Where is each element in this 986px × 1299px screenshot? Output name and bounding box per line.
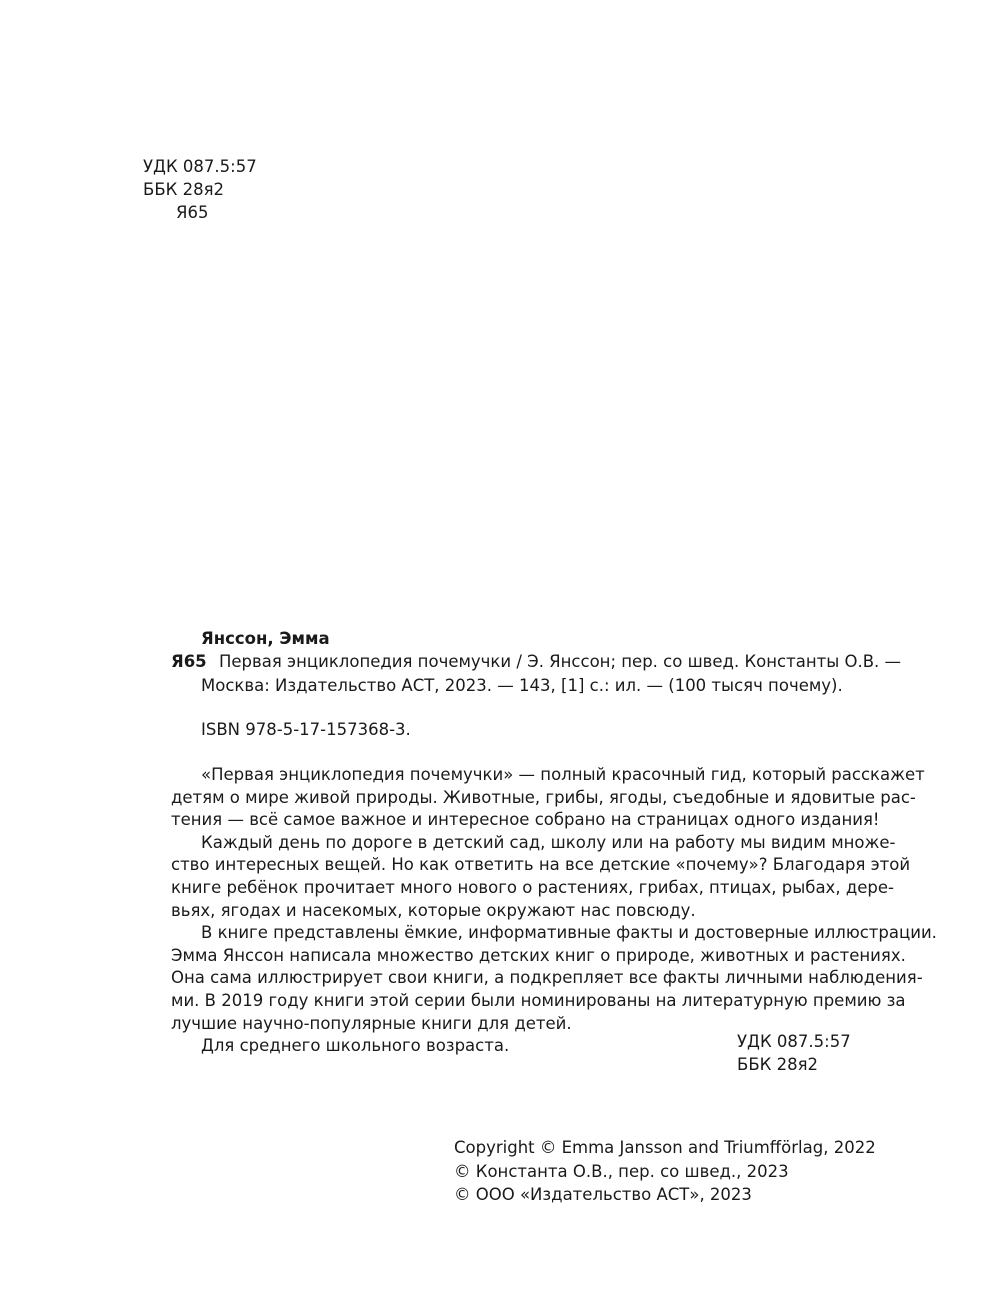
annotation-line: лучшие научно-популярные книги для детей. xyxy=(171,1013,572,1033)
isbn: ISBN 978-5-17-157368-3. xyxy=(201,720,411,739)
record-author-sign: Я65 xyxy=(171,652,207,671)
annotation xyxy=(171,764,937,1058)
annotation-line: В книге представлены ёмкие, информативные факты и достоверные иллюстрации. xyxy=(201,923,937,943)
annotation-line: вьях, ягодах и насекомых, которые окружают нас повсюду. xyxy=(171,900,696,920)
author-sign: Я65 xyxy=(176,203,209,222)
annotation-line: Для среднего школьного возраста. xyxy=(201,1036,510,1056)
bbk-code: ББК 28я2 xyxy=(737,1055,819,1074)
annotation-line: Каждый день по дороге в детский сад, школу или на работу мы видим множе- xyxy=(201,832,896,852)
udk-code: УДК 087.5:57 xyxy=(143,157,257,176)
copyright-line: Copyright © Emma Jansson and Triumfförlag, 2022 xyxy=(454,1138,876,1157)
annotation-line: ми. В 2019 году книги этой серии были номинированы на литературную премию за xyxy=(171,990,906,1010)
bottom-classification xyxy=(737,1030,851,1076)
annotation-line: книге ребёнок прочитает много нового о растениях, грибах, птицах, рыбах, дере- xyxy=(171,877,894,897)
annotation-line: детям о мире живой природы. Животные, грибы, ягоды, съедобные и ядовитые рас- xyxy=(171,787,916,807)
udk-code: УДК 087.5:57 xyxy=(737,1032,851,1051)
bbk-code: ББК 28я2 xyxy=(143,180,225,199)
record-title-line: Первая энциклопедия почемучки / Э. Янссон; пер. со швед. Константы О.В. — xyxy=(219,652,902,671)
annotation-line: Эмма Янссон написала множество детских книг о природе, животных и растениях. xyxy=(171,945,906,965)
top-classification xyxy=(143,155,257,224)
annotation-line: Она сама иллюстрирует свои книги, а подкрепляет все факты личными наблюдения- xyxy=(171,968,923,988)
annotation-line: тения — всё самое важное и интересное собрано на страницах одного издания! xyxy=(171,810,880,830)
copyright-block xyxy=(454,1136,876,1207)
copyright-line: © Константа О.В., пер. со швед., 2023 xyxy=(454,1161,789,1181)
record-publication-line: Москва: Издательство АСТ, 2023. — 143, [1] с.: ил. — (100 тысяч почему). xyxy=(201,676,843,695)
record-author: Янссон, Эмма xyxy=(201,629,330,648)
copyright-line: © ООО «Издательство АСТ», 2023 xyxy=(454,1185,752,1204)
annotation-line: ство интересных вещей. Но как ответить на все детские «почему»? Благодаря этой xyxy=(171,855,911,875)
annotation-line: «Первая энциклопедия почемучки» — полный красочный гид, который расскажет xyxy=(201,765,925,784)
